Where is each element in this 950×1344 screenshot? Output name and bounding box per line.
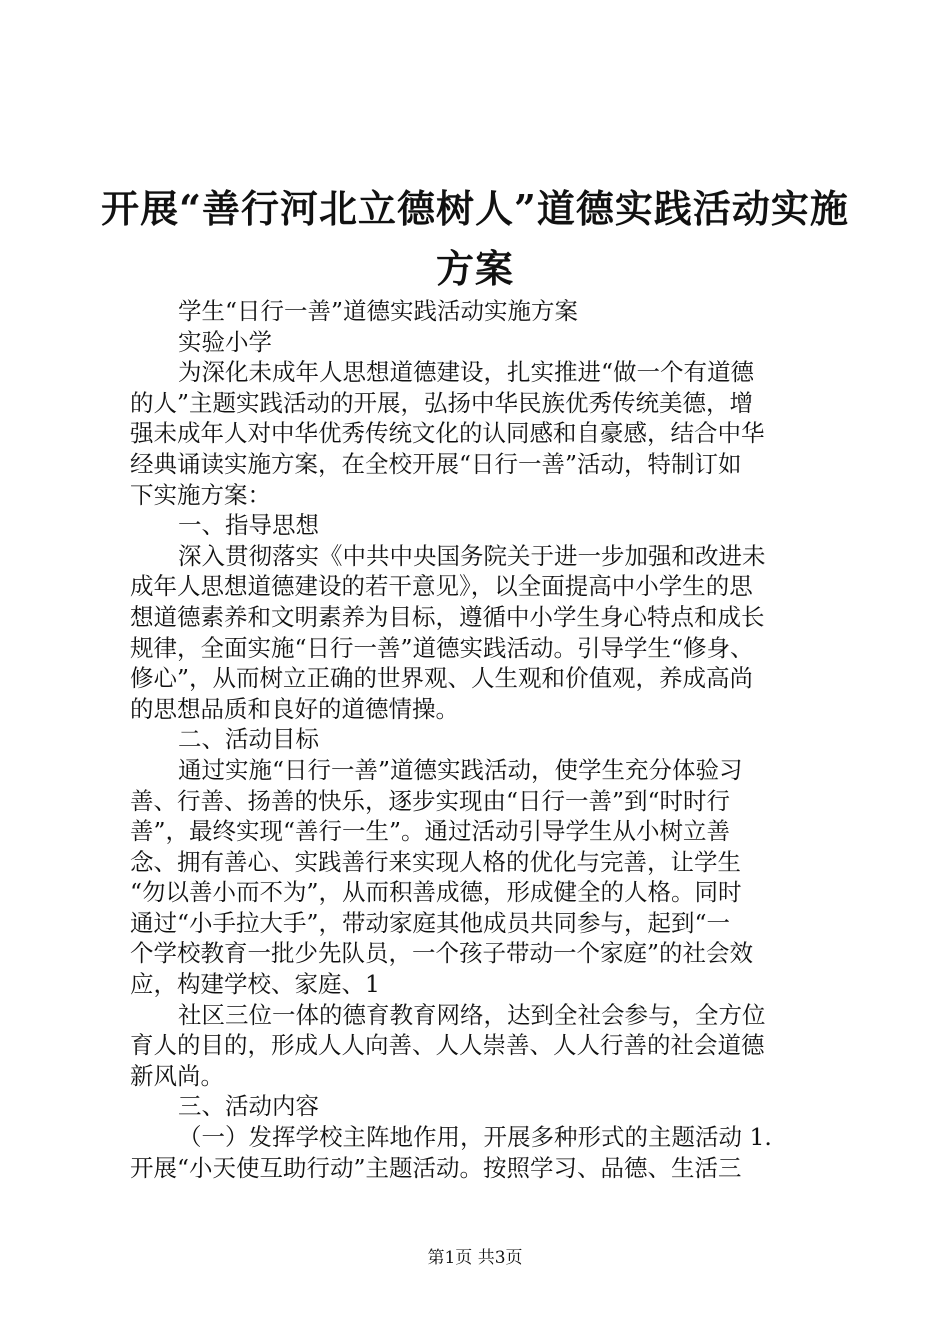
body-line: 修心”，从而树立正确的世界观、人生观和价值观，养成高尚 [130, 664, 754, 693]
body-line: “勿以善小而不为”，从而积善成德，形成健全的人格。同时 [130, 878, 742, 907]
document-body [130, 296, 835, 1183]
body-line: 念、拥有善心、实践善行来实现人格的优化与完善，让学生 [130, 847, 741, 876]
document-title-line-2: 方案 [435, 246, 514, 291]
body-line: 开展“小天使互助行动”主题活动。按照学习、品德、生活三 [130, 1153, 742, 1182]
body-line: 二、活动目标 [178, 725, 319, 754]
body-line: 为深化未成年人思想道德建设，扎实推进“做一个有道德 [178, 358, 755, 387]
document-title-line-1: 开展“善行河北立德树人”道德实践活动实施 [101, 186, 849, 231]
body-line: 个学校教育一批少先队员，一个孩子带动一个家庭”的社会效 [130, 939, 754, 968]
page-footer: 第1页 共3页 [427, 1248, 523, 1268]
body-line: 成年人思想道德建设的若干意见》，以全面提高中小学生的思 [130, 572, 753, 601]
body-line: 经典诵读实施方案，在全校开展“日行一善”活动，特制订如 [130, 449, 742, 478]
body-line: 的思想品质和良好的道德情操。 [130, 694, 459, 723]
body-line: 的人”主题实践活动的开展，弘扬中华民族优秀传统美德，增 [130, 388, 754, 417]
body-line: 规律，全面实施“日行一善”道德实践活动。引导学生“修身、 [130, 633, 754, 662]
body-line: （一）发挥学校主阵地作用，开展多种形式的主题活动 1. [178, 1123, 772, 1152]
body-line: 学生“日行一善”道德实践活动实施方案 [178, 297, 579, 325]
body-line: 通过实施“日行一善”道德实践活动，使学生充分体验习 [178, 755, 743, 784]
body-line: 应，构建学校、家庭、1 [130, 970, 380, 999]
body-line: 一、指导思想 [178, 511, 319, 540]
body-line: 善”，最终实现“善行一生”。通过活动引导学生从小树立善 [130, 817, 731, 846]
body-line: 社区三位一体的德育教育网络，达到全社会参与，全方位 [178, 1000, 766, 1029]
body-line: 强未成年人对中华优秀传统文化的认同感和自豪感，结合中华 [130, 419, 765, 448]
body-line: 新风尚。 [130, 1061, 224, 1090]
body-line: 育人的目的，形成人人向善、人人崇善、人人行善的社会道德 [130, 1031, 765, 1060]
body-line: 通过“小手拉大手”，带动家庭其他成员共同参与，起到“一 [130, 908, 731, 937]
body-line: 下实施方案： [130, 480, 271, 509]
body-line: 三、活动内容 [178, 1092, 319, 1121]
body-line: 实验小学 [178, 327, 272, 356]
body-line: 善、行善、扬善的快乐，逐步实现由“日行一善”到“时时行 [130, 786, 731, 815]
body-line: 想道德素养和文明素养为目标，遵循中小学生身心特点和成长 [130, 602, 765, 631]
body-line: 深入贯彻落实《中共中央国务院关于进一步加强和改进未 [178, 541, 766, 570]
